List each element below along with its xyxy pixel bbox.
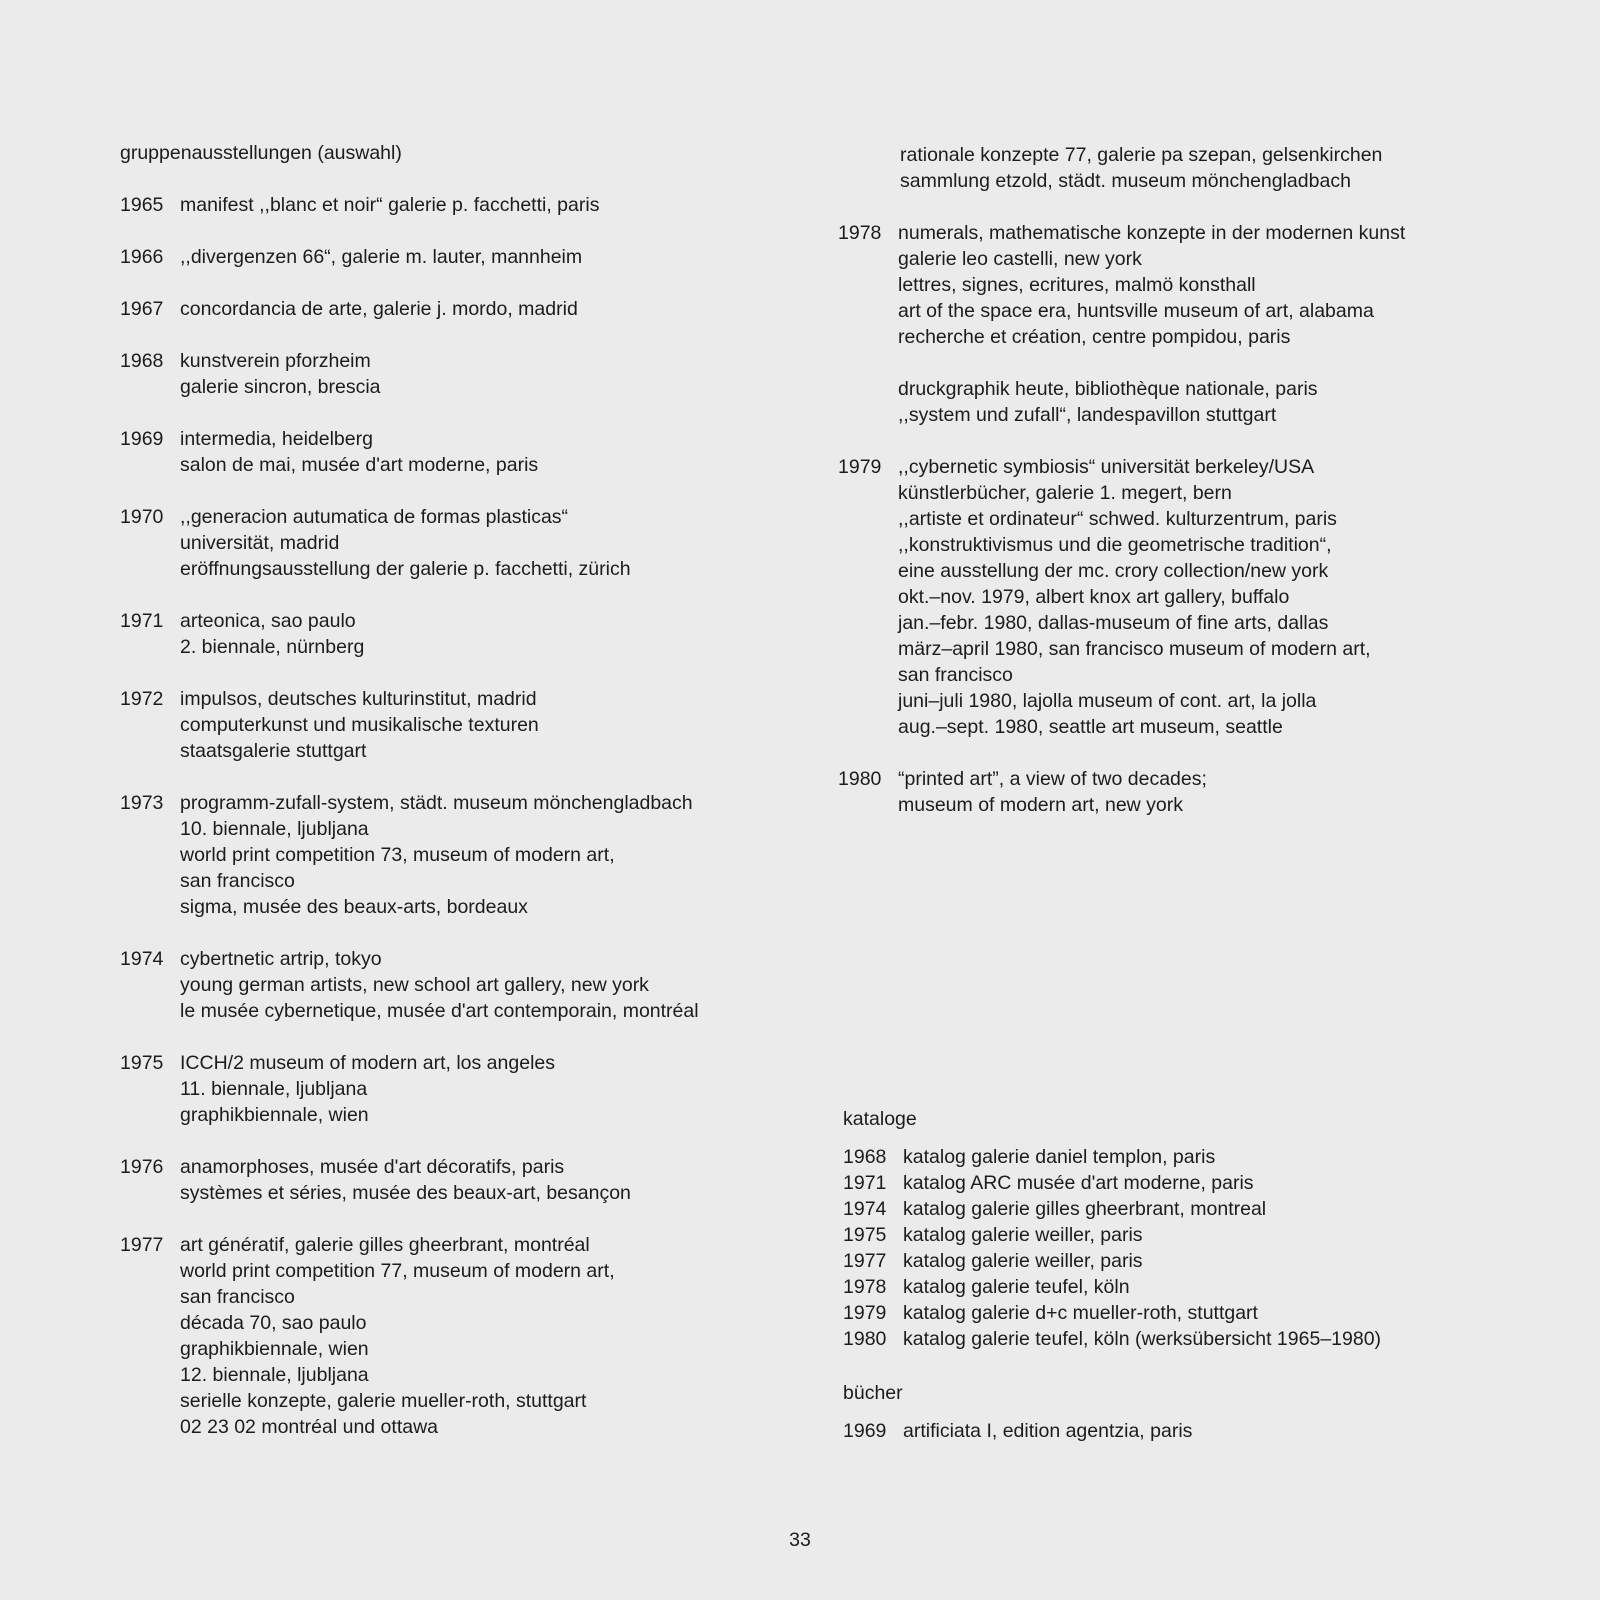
entry-lines — [180, 946, 699, 1024]
entry-line: anamorphoses, musée d'art décoratifs, paris — [180, 1156, 565, 1178]
entry-line: 02 23 02 montréal und ottawa — [180, 1416, 439, 1438]
item-text: katalog ARC musée d'art moderne, paris — [903, 1172, 1254, 1194]
list-item — [843, 1326, 1381, 1352]
buecher-list — [843, 1418, 1192, 1444]
item-text: katalog galerie gilles gheerbrant, montreal — [903, 1198, 1267, 1220]
entry-line: programm-zufall-system, städt. museum mönchengladbach — [180, 792, 693, 814]
continuation-1977 — [838, 142, 1405, 194]
entry-line: druckgraphik heute, bibliothèque nationale, paris — [898, 378, 1318, 400]
group-exhibitions-heading: gruppenausstellungen (auswahl) — [120, 142, 402, 164]
item-text: katalog galerie weiller, paris — [903, 1250, 1143, 1272]
entry-year: 1977 — [120, 1234, 164, 1256]
entry-line: ,,konstruktivismus und die geometrische tradition“, — [898, 534, 1332, 556]
left-column — [120, 140, 699, 1440]
exhibition-entry — [120, 244, 699, 270]
entry-line: kunstverein pforzheim — [180, 350, 371, 372]
exhibition-entry — [120, 608, 699, 660]
entry-line: graphikbiennale, wien — [180, 1104, 369, 1126]
entry-line: märz–april 1980, san francisco museum of modern art, — [898, 638, 1371, 660]
entry-line: juni–juli 1980, lajolla museum of cont. art, la jolla — [898, 690, 1317, 712]
entry-line: sigma, musée des beaux-arts, bordeaux — [180, 896, 528, 918]
entry-year: 1974 — [120, 948, 164, 970]
entry-lines — [180, 192, 599, 218]
entry-lines — [180, 608, 364, 660]
entry-year: 1969 — [120, 428, 164, 450]
entry-line: 11. biennale, ljubljana — [180, 1078, 368, 1100]
entry-line: galerie sincron, brescia — [180, 376, 381, 398]
entry-lines — [180, 504, 631, 582]
entry-year: 1967 — [120, 298, 164, 320]
entry-year: 1973 — [120, 792, 164, 814]
entry-lines — [180, 244, 582, 270]
item-text: artificiata I, edition agentzia, paris — [903, 1420, 1193, 1442]
entry-lines — [180, 1050, 555, 1128]
exhibition-entry — [120, 686, 699, 764]
exhibition-entry — [838, 220, 1405, 350]
entry-line: serielle konzepte, galerie mueller-roth, stuttgart — [180, 1390, 587, 1412]
entry-line: rationale konzepte 77, galerie pa szepan, gelsenkirchen — [900, 144, 1383, 166]
entry-line: art génératif, galerie gilles gheerbrant, montréal — [180, 1234, 590, 1256]
buecher-section — [843, 1380, 1192, 1444]
entry-line: 12. biennale, ljubljana — [180, 1364, 369, 1386]
exhibition-entry — [120, 504, 699, 582]
entry-line: lettres, signes, ecritures, malmö konsthall — [898, 274, 1256, 296]
list-item — [843, 1418, 1192, 1444]
list-item — [843, 1222, 1381, 1248]
item-year: 1978 — [843, 1276, 887, 1298]
list-item — [843, 1300, 1381, 1326]
entry-line: ICCH/2 museum of modern art, los angeles — [180, 1052, 555, 1074]
entry-year: 1972 — [120, 688, 164, 710]
entry-year: 1970 — [120, 506, 164, 528]
entry-year: 1971 — [120, 610, 164, 632]
entry-line: san francisco — [180, 1286, 295, 1308]
exhibition-entry — [838, 454, 1405, 740]
entry-lines — [180, 790, 693, 920]
list-item — [843, 1274, 1381, 1300]
entry-year: 1976 — [120, 1156, 164, 1178]
entry-lines — [898, 376, 1318, 428]
entry-line: arteonica, sao paulo — [180, 610, 356, 632]
exhibition-entry — [120, 348, 699, 400]
item-year: 1979 — [843, 1302, 887, 1324]
entry-line: galerie leo castelli, new york — [898, 248, 1142, 270]
buecher-heading: bücher — [843, 1382, 903, 1404]
entry-line: world print competition 77, museum of modern art, — [180, 1260, 615, 1282]
exhibition-entry — [120, 946, 699, 1024]
entry-line: década 70, sao paulo — [180, 1312, 367, 1334]
entry-year: 1966 — [120, 246, 164, 268]
entry-line: jan.–febr. 1980, dallas-museum of fine arts, dallas — [898, 612, 1329, 634]
entry-line: aug.–sept. 1980, seattle art museum, seattle — [898, 716, 1283, 738]
entry-line: computerkunst und musikalische texturen — [180, 714, 539, 736]
entry-line: intermedia, heidelberg — [180, 428, 373, 450]
exhibition-entry — [120, 1232, 699, 1440]
entry-line: numerals, mathematische konzepte in der modernen kunst — [898, 222, 1406, 244]
entry-line: san francisco — [898, 664, 1013, 686]
entry-line: impulsos, deutsches kulturinstitut, madrid — [180, 688, 537, 710]
entry-lines — [180, 426, 538, 478]
exhibition-entry — [120, 1050, 699, 1128]
exhibition-entry — [120, 790, 699, 920]
item-text: katalog galerie weiller, paris — [903, 1224, 1143, 1246]
entry-line: manifest ,,blanc et noir“ galerie p. facchetti, paris — [180, 194, 600, 216]
entry-year: 1979 — [838, 456, 882, 478]
entry-line: museum of modern art, new york — [898, 794, 1184, 816]
entry-lines — [898, 454, 1371, 740]
page-number: 33 — [789, 1529, 811, 1551]
entry-line: ,,system und zufall“, landespavillon stuttgart — [898, 404, 1277, 426]
exhibition-entry — [120, 192, 699, 218]
entry-year — [838, 376, 898, 428]
entry-line: san francisco — [180, 870, 295, 892]
entry-line: staatsgalerie stuttgart — [180, 740, 367, 762]
right-column — [838, 142, 1405, 818]
entry-line: universität, madrid — [180, 532, 340, 554]
entry-line: ,,artiste et ordinateur“ schwed. kulturzentrum, paris — [898, 508, 1337, 530]
entry-line: okt.–nov. 1979, albert knox art gallery, buffalo — [898, 586, 1290, 608]
entry-line: ,,cybernetic symbiosis“ universität berkeley/USA — [898, 456, 1315, 478]
entry-lines — [898, 220, 1405, 350]
entry-year: 1978 — [838, 222, 882, 244]
item-year: 1974 — [843, 1198, 887, 1220]
entry-year: 1965 — [120, 194, 164, 216]
item-year: 1977 — [843, 1250, 887, 1272]
kataloge-section — [843, 1106, 1381, 1352]
entry-line: art of the space era, huntsville museum of art, alabama — [898, 300, 1374, 322]
entry-line: eine ausstellung der mc. crory collection/new york — [898, 560, 1329, 582]
entry-line: “printed art”, a view of two decades; — [898, 768, 1207, 790]
exhibition-entry — [120, 1154, 699, 1206]
kataloge-heading: kataloge — [843, 1108, 917, 1130]
item-year: 1980 — [843, 1328, 887, 1350]
entry-line: recherche et création, centre pompidou, paris — [898, 326, 1291, 348]
list-item — [843, 1170, 1381, 1196]
group-exhibitions-list — [120, 192, 699, 1440]
entry-lines — [180, 1232, 615, 1440]
entry-line: ,,generacion autumatica de formas plasticas“ — [180, 506, 569, 528]
item-year: 1975 — [843, 1224, 887, 1246]
exhibition-entry — [120, 426, 699, 478]
entry-line: eröffnungsausstellung der galerie p. facchetti, zürich — [180, 558, 631, 580]
entry-line: 2. biennale, nürnberg — [180, 636, 365, 658]
list-item — [843, 1196, 1381, 1222]
entry-lines — [180, 686, 539, 764]
item-text: katalog galerie teufel, köln — [903, 1276, 1130, 1298]
item-year: 1971 — [843, 1172, 887, 1194]
entry-lines — [180, 296, 578, 322]
entry-line: systèmes et séries, musée des beaux-art, besançon — [180, 1182, 631, 1204]
entry-line: cybertnetic artrip, tokyo — [180, 948, 382, 970]
list-item — [843, 1248, 1381, 1274]
entry-line: graphikbiennale, wien — [180, 1338, 369, 1360]
item-year: 1968 — [843, 1146, 887, 1168]
entry-year: 1975 — [120, 1052, 164, 1074]
item-text: katalog galerie d+c mueller-roth, stuttgart — [903, 1302, 1258, 1324]
entry-line: le musée cybernetique, musée d'art contemporain, montréal — [180, 1000, 699, 1022]
kataloge-list — [843, 1144, 1381, 1352]
group-exhibitions-list-continued — [838, 220, 1405, 818]
item-year: 1969 — [843, 1420, 887, 1442]
exhibition-entry — [120, 296, 699, 322]
item-text: katalog galerie daniel templon, paris — [903, 1146, 1216, 1168]
entry-year: 1968 — [120, 350, 164, 372]
entry-line: world print competition 73, museum of modern art, — [180, 844, 615, 866]
entry-line: künstlerbücher, galerie 1. megert, bern — [898, 482, 1232, 504]
entry-line: 10. biennale, ljubljana — [180, 818, 369, 840]
entry-year: 1980 — [838, 768, 882, 790]
entry-lines — [898, 766, 1207, 818]
entry-line: salon de mai, musée d'art moderne, paris — [180, 454, 539, 476]
exhibition-entry — [838, 766, 1405, 818]
list-item — [843, 1144, 1381, 1170]
entry-lines — [180, 1154, 631, 1206]
entry-line: concordancia de arte, galerie j. mordo, madrid — [180, 298, 578, 320]
entry-lines — [180, 348, 381, 400]
exhibition-entry — [838, 376, 1405, 428]
entry-line: sammlung etzold, städt. museum mönchengladbach — [900, 170, 1351, 192]
entry-line: ,,divergenzen 66“, galerie m. lauter, mannheim — [180, 246, 583, 268]
entry-line: young german artists, new school art gallery, new york — [180, 974, 649, 996]
item-text: katalog galerie teufel, köln (werksübersicht 1965–1980) — [903, 1328, 1382, 1350]
